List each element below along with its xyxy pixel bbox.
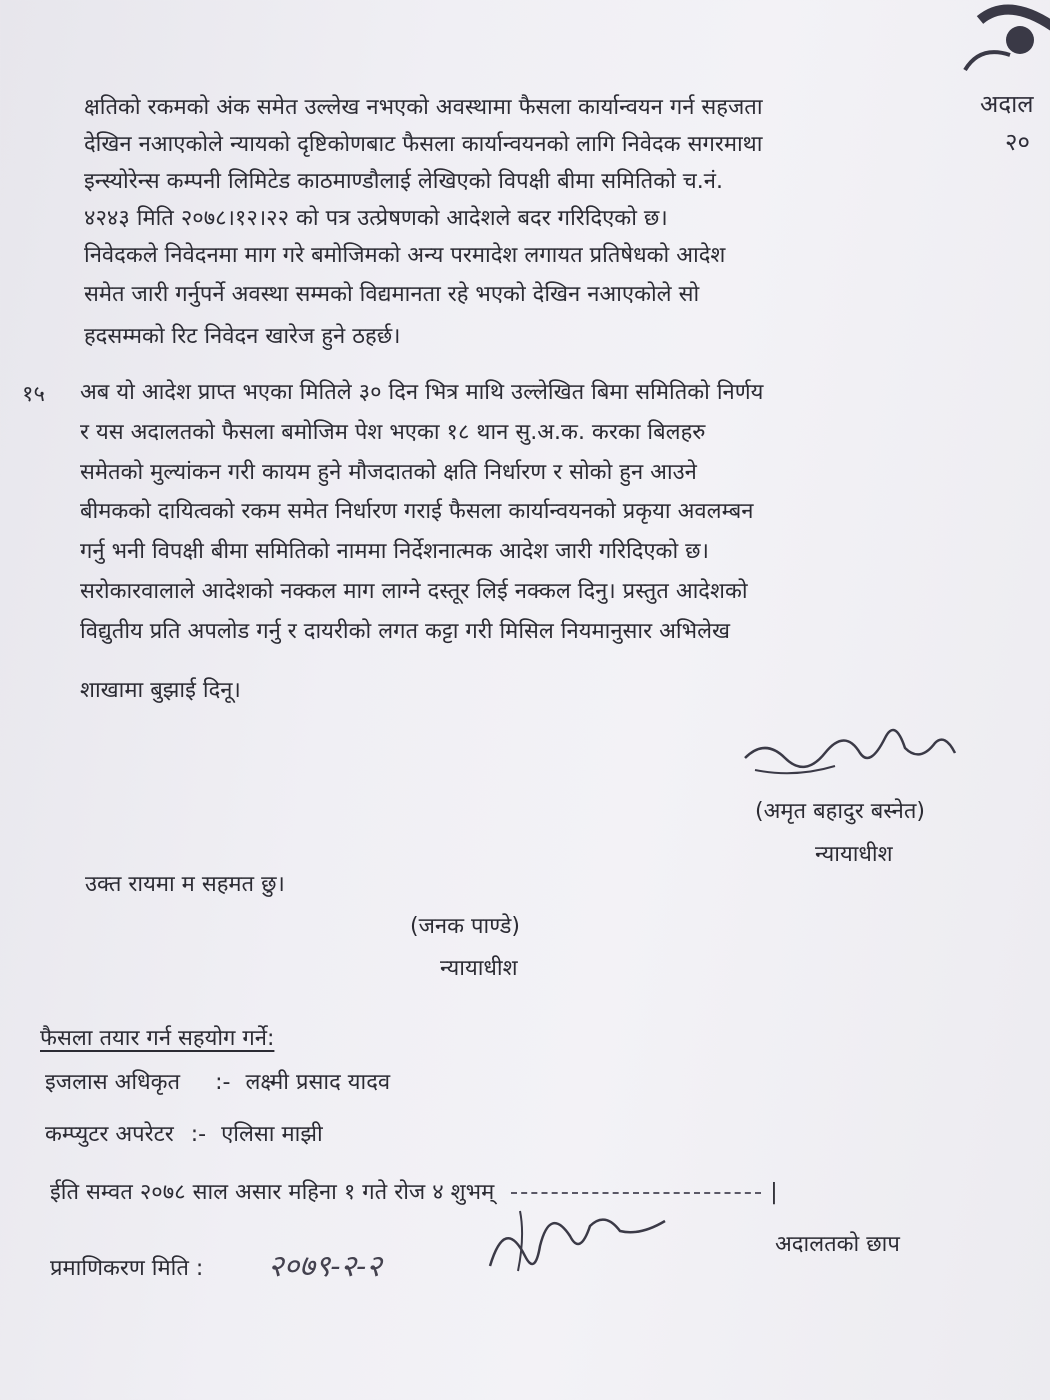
certification-label: प्रमाणिकरण मिति : <box>50 1256 204 1281</box>
assistant-row <box>45 1066 390 1096</box>
assistant-role: इजलास अधिकृत <box>45 1070 181 1095</box>
paragraph-line: हदसम्मको रिट निवेदन खारेज हुने ठहर्छ। <box>84 324 401 349</box>
paragraph-line: समेत जारी गर्नुपर्ने अवस्था सम्मको विद्यमानता रहे भएको देखिन नआएकोले सो <box>84 282 700 307</box>
assistant-role: कम्प्युटर अपरेटर <box>45 1122 174 1147</box>
paragraph-line: विद्युतीय प्रति अपलोड गर्नु र दायरीको लगत कट्टा गरी मिसिल नियमानुसार अभिलेख <box>80 619 730 644</box>
signature-icon <box>480 1196 680 1286</box>
court-stamp-icon <box>950 0 1050 160</box>
assistants-heading: फैसला तयार गर्न सहयोग गर्ने: <box>40 1026 275 1051</box>
assistant-separator: :- <box>190 1122 207 1147</box>
line-end-mark: | <box>770 1180 778 1205</box>
paragraph-line: र यस अदालतको फैसला बमोजिम पेश भएका १८ थान सु.अ.क. करका बिलहरु <box>80 420 706 445</box>
paragraph-line: गर्नु भनी विपक्षी बीमा समितिको नाममा निर्देशनात्मक आदेश जारी गरिदिएको छ। <box>80 539 709 564</box>
certification-date: २०७९-२-२ <box>268 1249 382 1284</box>
paragraph-line: शाखामा बुझाई दिनू। <box>80 678 241 703</box>
signature-icon <box>735 708 965 788</box>
paragraph-line: ४२४३ मिति २०७८।१२।२२ को पत्र उत्प्रेषणको आदेशले बदर गरिदिएको छ। <box>84 206 668 231</box>
stamp-text-line2: २० <box>1005 128 1030 156</box>
paragraph-line: क्षतिको रकमको अंक समेत उल्लेख नभएको अवस्थामा फैसला कार्यान्वयन गर्न सहजता <box>84 95 763 120</box>
paragraph-number: १५ <box>22 382 45 407</box>
paragraph-line: निवेदकले निवेदनमा माग गरे बमोजिमको अन्य परमादेश लगायत प्रतिषेधको आदेश <box>84 243 726 268</box>
court-seal-label: अदालतको छाप <box>775 1232 900 1257</box>
paragraph-line: समेतको मुल्यांकन गरी कायम हुने मौजदातको क्षति निर्धारण र सोको हुन आउने <box>80 460 697 485</box>
judge-title: न्यायाधीश <box>440 956 518 981</box>
judge-title: न्यायाधीश <box>815 842 893 867</box>
paragraph-line: बीमकको दायित्वको रकम समेत निर्धारण गराई फैसला कार्यान्वयनको प्रकृया अवलम्बन <box>80 499 754 524</box>
judge-name: (जनक पाण्डे) <box>410 914 521 939</box>
assistant-separator: :- <box>215 1070 231 1095</box>
date-text: ईति सम्वत २०७८ साल असार महिना १ गते रोज ४ शुभम् <box>50 1180 495 1205</box>
dashed-line <box>511 1192 761 1194</box>
judge-name: (अमृत बहादुर बस्नेत) <box>755 799 925 824</box>
assistant-row <box>45 1118 323 1148</box>
paragraph-line: सरोकारवालाले आदेशको नक्कल माग लाग्ने दस्तूर लिई नक्कल दिनु। प्रस्तुत आदेशको <box>80 579 748 604</box>
paragraph-line: देखिन नआएकोले न्यायको दृष्टिकोणबाट फैसला कार्यान्वयनको लागि निवेदक सगरमाथा <box>84 132 763 157</box>
paragraph-line: इन्स्योरेन्स कम्पनी लिमिटेड काठमाण्डौलाई लेखिएको विपक्षी बीमा समितिको च.नं. <box>84 169 723 194</box>
paragraph-line: अब यो आदेश प्राप्त भएका मितिले ३० दिन भित्र माथि उल्लेखित बिमा समितिको निर्णय <box>80 380 764 405</box>
assistant-name: एलिसा माझी <box>221 1122 323 1147</box>
stamp-text-line1: अदाल <box>980 90 1034 118</box>
concurrence-text: उक्त रायमा म सहमत छु। <box>85 872 285 897</box>
assistant-name: लक्ष्मी प्रसाद यादव <box>245 1070 391 1095</box>
